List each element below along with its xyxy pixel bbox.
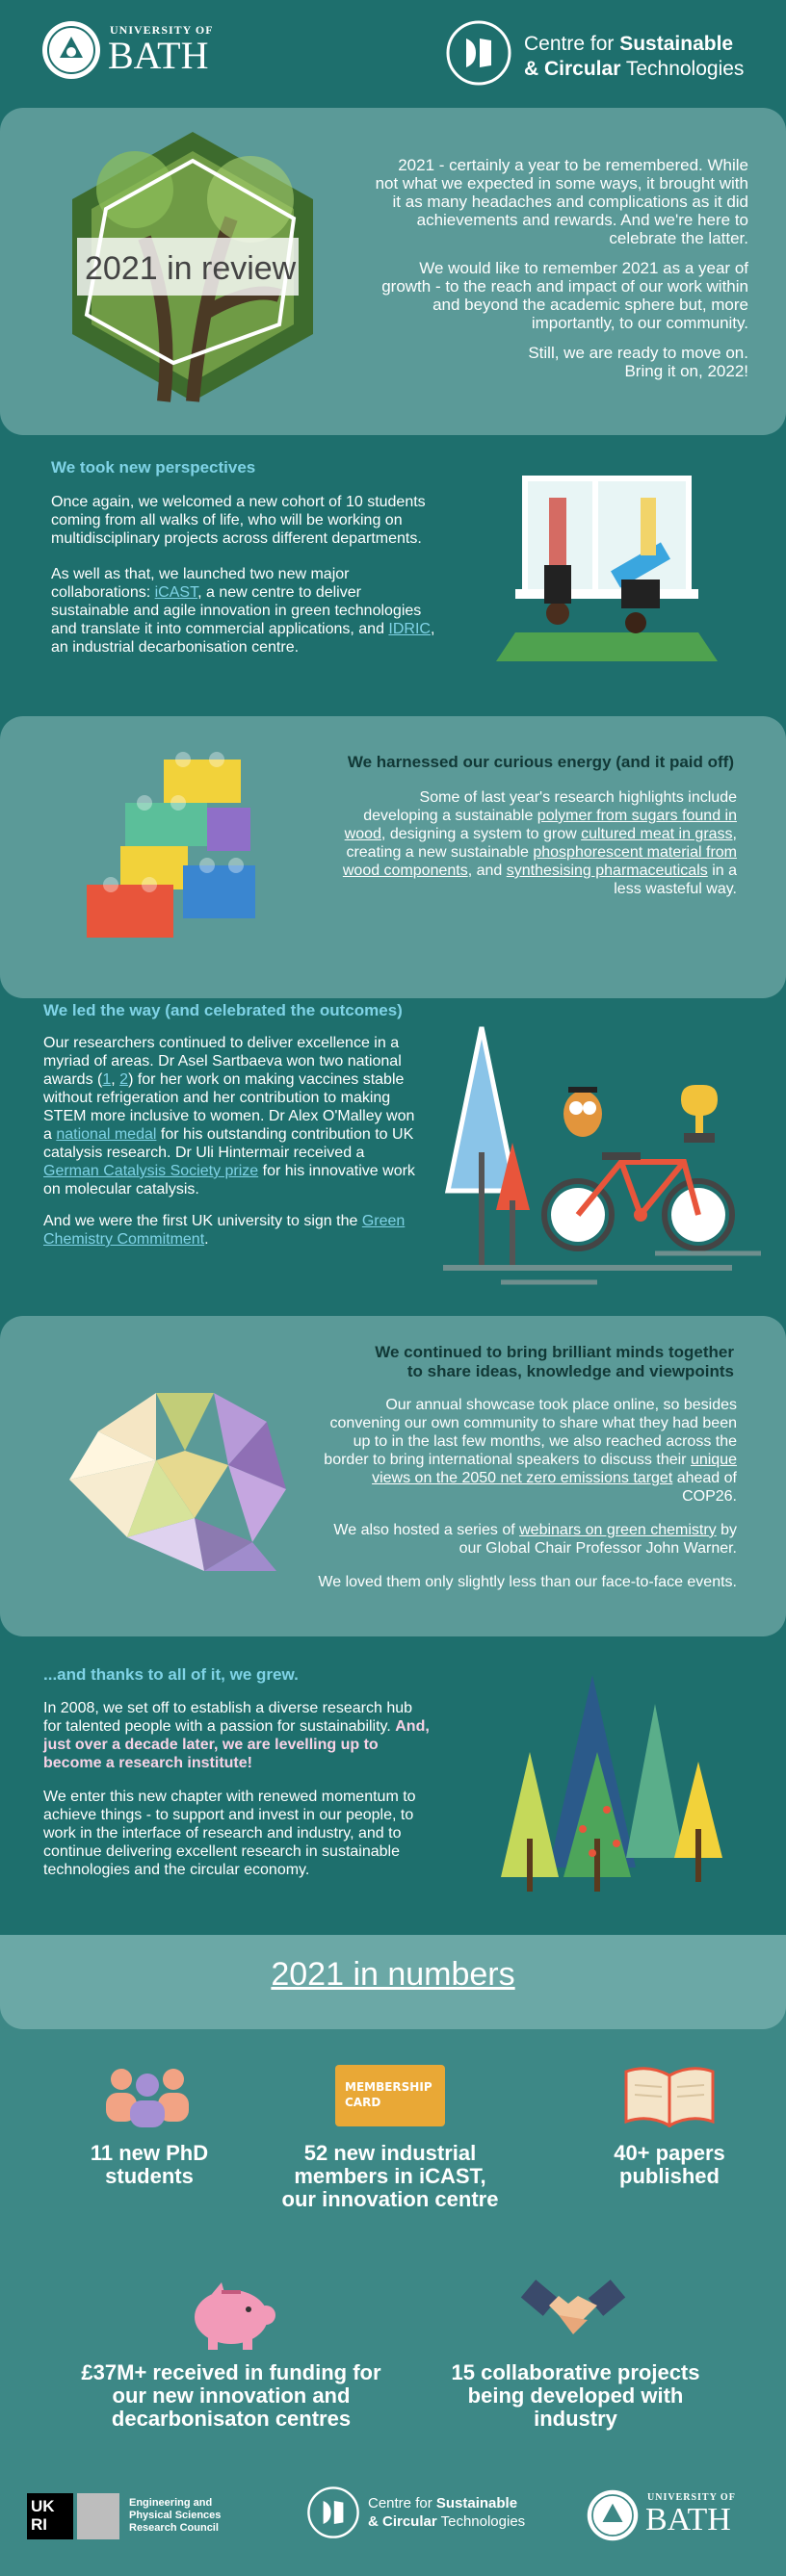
phosphorescent-link[interactable]: phosphorescent material from wood components	[342, 844, 737, 879]
university-of-bath-logo[interactable]	[40, 19, 223, 81]
led-heading: We led the way (and celebrated the outcomes)	[43, 1001, 403, 1019]
idric-link[interactable]: IDRIC	[388, 621, 431, 637]
led-p2b: .	[204, 1231, 209, 1248]
minds-text	[318, 1396, 737, 1591]
award-2-link[interactable]: 2	[119, 1071, 129, 1088]
centre-suffix: Technologies	[620, 58, 745, 80]
minds-c: We also hosted a series of	[333, 1522, 520, 1538]
stat-papers: 40+ papers published	[614, 2141, 725, 2188]
trees-illustration	[491, 1665, 732, 1906]
minds-b: ahead of COP26.	[672, 1470, 737, 1505]
grew-text	[43, 1699, 433, 1879]
centre-bold-2: & Circular	[524, 58, 621, 80]
bath-crest-icon	[40, 19, 102, 81]
stat-funding: £37M+ received in funding for our new innovation and decarbonisaton centres	[81, 2360, 381, 2431]
footer-cscf-icon	[306, 2486, 360, 2539]
centre-line-1	[524, 33, 733, 56]
intro-p3b: Bring it on, 2022!	[624, 362, 748, 380]
intro-p2: We would like to remember 2021 as a year of growth - to the reach and impact of our work within and beyond the academic sphere but, more importantly, to our community.	[381, 259, 748, 332]
lego-blocks-illustration	[72, 740, 284, 952]
centre-line-2	[524, 58, 744, 81]
led-p2	[43, 1212, 424, 1249]
polymer-link[interactable]: polymer from sugars found in wood	[344, 808, 737, 842]
national-medal-link[interactable]: national medal	[56, 1126, 157, 1143]
led-b: ) for her work on making vaccines stable without refrigeration and her contribution to making STEM more inclusive to women. Dr Alex O'Malley won a	[43, 1071, 415, 1143]
footer-bath-crest-icon	[586, 2488, 640, 2542]
bike-owl-illustration	[443, 1008, 761, 1287]
perspectives-p2-b: , a new centre to deliver sustainable and agile innovation in green technologies and translate it into commercial applications, and	[51, 584, 422, 637]
curious-d: , and	[467, 863, 507, 879]
university-small-text: UNIVERSITY OF	[110, 23, 214, 37]
minds-a: Our annual showcase took place online, so besides convening our own community to share what they had been up to in the last few months, we also reached across the border to bring international speakers to discuss their	[324, 1397, 737, 1468]
stat-industrial-members: 52 new industrial members in iCAST, our innovation centre	[281, 2141, 499, 2211]
curious-section	[0, 716, 786, 998]
centre-bold: Sustainable	[619, 33, 734, 55]
students-icon	[94, 2060, 200, 2127]
footer-centre-logo[interactable]	[306, 2486, 547, 2539]
webinars-link[interactable]: webinars on green chemistry	[519, 1522, 717, 1538]
footer-centre-suffix: Technologies	[436, 2513, 526, 2530]
led-sep: ,	[111, 1071, 120, 1088]
ukri-text: UK RI	[31, 2497, 55, 2534]
minds-section	[0, 1316, 786, 1636]
pharmaceuticals-link[interactable]: synthesising pharmaceuticals	[506, 863, 708, 879]
minds-d: by our Global Chair Professor John Warner.	[458, 1522, 737, 1557]
intro-text	[371, 156, 748, 380]
curious-b: , designing a system to grow	[380, 826, 582, 842]
perspectives-p2-c: , an industrial decarbonisation centre.	[51, 621, 435, 656]
perspectives-p2-a: As well as that, we launched two new major collaborations:	[51, 566, 350, 601]
epsrc-line-3: Research Council	[129, 2522, 219, 2534]
footer-centre-line-1	[368, 2495, 517, 2512]
grew-p1	[43, 1699, 433, 1772]
perspectives-p2	[51, 565, 436, 657]
intro-section	[0, 108, 786, 435]
handshake-icon	[520, 2277, 626, 2354]
numbers-title-bar	[0, 1935, 786, 2029]
curious-c: , creating a new sustainable	[346, 826, 737, 861]
intro-badge: 2021 in review	[85, 250, 297, 287]
book-icon	[621, 2064, 718, 2127]
intro-p1: 2021 - certainly a year to be remembered. While not what we expected in some ways, it brought with it as many headaches and complications as it did achievements and rewards. And we're here to celebrate the latter.	[375, 156, 748, 247]
ukri-mark	[27, 2493, 73, 2539]
epsrc-line-2: Physical Sciences	[129, 2510, 222, 2521]
curious-text	[342, 788, 737, 898]
perspectives-section	[0, 435, 786, 716]
net-zero-link[interactable]: unique views on the 2050 net zero emissions target	[372, 1452, 737, 1486]
grew-section	[0, 1636, 786, 1935]
stat-projects: 15 collaborative projects being developed with industry	[451, 2360, 700, 2431]
cscf-logo-icon	[445, 19, 512, 87]
curious-a: Some of last year's research highlights include developing a sustainable	[363, 789, 737, 824]
piggy-bank-icon	[183, 2277, 279, 2354]
cultured-meat-link[interactable]: cultured meat in grass	[581, 826, 733, 842]
epsrc-text	[129, 2497, 221, 2535]
brain-illustration	[60, 1374, 291, 1585]
led-text	[43, 1034, 424, 1249]
card-text-2: CARD	[345, 2096, 381, 2109]
centre-logo[interactable]	[445, 19, 763, 87]
minds-p2	[318, 1521, 737, 1558]
ukri-logo[interactable]	[27, 2493, 249, 2547]
curious-e: in a less wasteful way.	[614, 863, 737, 897]
perspectives-p1: Once again, we welcomed a new cohort of 10 students coming from all walks of life, who will be working on multidisciplinary projects across different departments.	[51, 494, 426, 547]
minds-p3: We loved them only slightly less than our face-to-face events.	[318, 1574, 737, 1590]
ukri-grey-block	[77, 2493, 119, 2539]
card-text-1: MEMBERSHIP	[345, 2080, 432, 2094]
led-p2a: And we were the first UK university to sign the	[43, 1213, 362, 1229]
german-catalysis-link[interactable]: German Catalysis Society prize	[43, 1163, 259, 1179]
epsrc-line-1: Engineering and	[129, 2497, 213, 2509]
yoga-illustration	[486, 469, 727, 690]
header	[0, 0, 786, 106]
minds-heading	[375, 1343, 734, 1381]
icast-link[interactable]: iCAST	[154, 584, 198, 601]
footer-bath-logo[interactable]	[586, 2488, 759, 2546]
minds-heading-2: to share ideas, knowledge and viewpoints	[406, 1362, 734, 1380]
footer-centre-prefix: Centre for	[368, 2495, 436, 2512]
numbers-title: 2021 in numbers	[271, 1956, 515, 1993]
green-chemistry-link[interactable]: Green Chemistry Commitment	[43, 1213, 406, 1248]
led-a: Our researchers continued to deliver excellence in a myriad of areas. Dr Asel Sartbaeva won two national awards (	[43, 1035, 402, 1088]
led-p1	[43, 1034, 424, 1198]
grew-heading: ...and thanks to all of it, we grew.	[43, 1665, 299, 1684]
led-d: for his innovative work on molecular catalysis.	[43, 1163, 415, 1198]
footer-university-big: BATH	[645, 2502, 731, 2537]
minds-heading-1: We continued to bring brilliant minds together	[375, 1343, 734, 1361]
intro-p3a: Still, we are ready to move on.	[528, 344, 748, 362]
perspectives-text	[51, 493, 436, 657]
perspectives-heading: We took new perspectives	[51, 458, 256, 477]
grew-bold: And, just over a decade later, we are levelling up to become a research institute!	[43, 1718, 430, 1771]
membership-card-icon	[335, 2065, 445, 2126]
award-1-link[interactable]: 1	[102, 1071, 112, 1088]
minds-p1	[318, 1396, 737, 1506]
footer-university-small: UNIVERSITY OF	[647, 2492, 736, 2503]
curious-heading: We harnessed our curious energy (and it paid off)	[347, 753, 734, 771]
footer-centre-bold-2: & Circular	[368, 2513, 437, 2530]
university-big-text: BATH	[108, 34, 209, 77]
footer-centre-line-2	[368, 2513, 525, 2530]
numbers-section	[0, 1935, 786, 2576]
grew-a: In 2008, we set off to establish a diverse research hub for talented people with a passion for sustainability.	[43, 1700, 413, 1735]
stat-phd-students: 11 new PhD students	[90, 2141, 209, 2188]
led-c: for his outstanding contribution to UK catalysis research. Dr Uli Hintermair received a	[43, 1126, 414, 1161]
led-section	[0, 998, 786, 1316]
grew-p2: We enter this new chapter with renewed momentum to achieve things - to support and invest in our people, to work in the interface of research and industry, and to continue delivering excellent research in sustainable technologies and the circular economy.	[43, 1789, 416, 1878]
footer-centre-bold: Sustainable	[435, 2495, 518, 2512]
centre-prefix: Centre for	[524, 33, 620, 55]
